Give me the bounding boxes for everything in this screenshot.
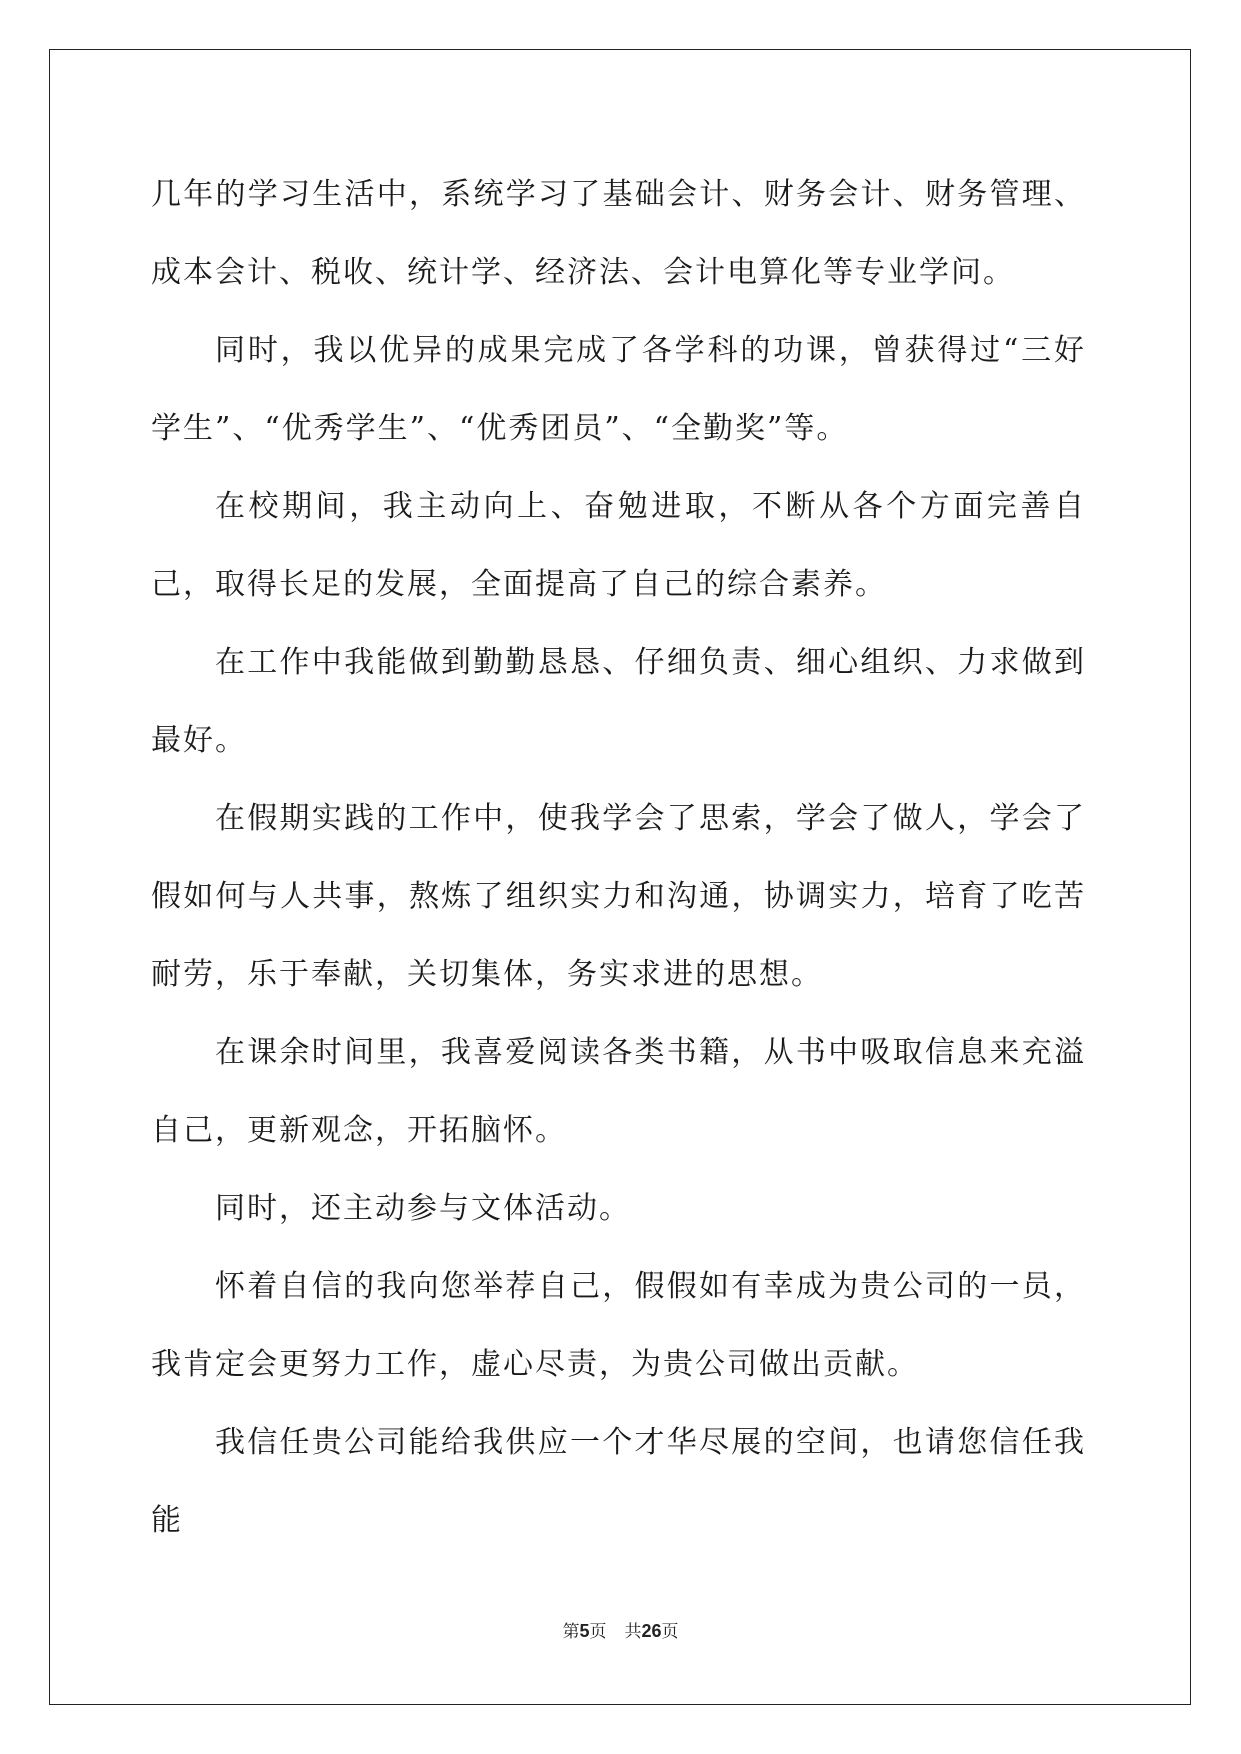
paragraph-5: 在假期实践的工作中，使我学会了思索，学会了做人，学会了假如何与人共事，熬炼了组织实力和沟通，协调实力，培育了吃苦耐劳，乐于奉献，关切集体，务实求进的思想。 <box>151 801 1086 992</box>
paragraph-3: 在校期间，我主动向上、奋勉进取，不断从各个方面完善自己，取得长足的发展，全面提高了自己的综合素养。 <box>151 489 1086 602</box>
paragraph-6: 在课余时间里，我喜爱阅读各类书籍，从书中吸取信息来充溢自己，更新观念，开拓脑怀。 <box>151 1035 1086 1148</box>
total-suffix: 页 <box>661 1622 679 1642</box>
paragraph-9: 我信任贵公司能给我供应一个才华尽展的空间，也请您信任我能 <box>151 1425 1086 1538</box>
page-number: 5 <box>579 1621 590 1641</box>
paragraph-1: 几年的学习生活中，系统学习了基础会计、财务会计、财务管理、成本会计、税收、统计学、经济法、会计电算化等专业学问。 <box>151 177 1086 290</box>
page-prefix: 第 <box>562 1622 580 1642</box>
paragraph-7: 同时，还主动参与文体活动。 <box>215 1191 631 1226</box>
paragraph-4: 在工作中我能做到勤勤恳恳、仔细负责、细心组织、力求做到最好。 <box>151 645 1086 758</box>
page-footer <box>0 1617 1241 1642</box>
document-body <box>151 156 1086 1560</box>
paragraph-2: 同时，我以优异的成果完成了各学科的功课，曾获得过“三好学生”、“优秀学生”、“优秀团员”、“全勤奖”等。 <box>151 333 1086 446</box>
total-prefix: 共 <box>624 1622 642 1642</box>
paragraph-8: 怀着自信的我向您举荐自己，假假如有幸成为贵公司的一员，我肯定会更努力工作，虚心尽责，为贵公司做出贡献。 <box>151 1269 1086 1382</box>
total-pages: 26 <box>641 1621 662 1641</box>
page-suffix: 页 <box>589 1622 607 1642</box>
